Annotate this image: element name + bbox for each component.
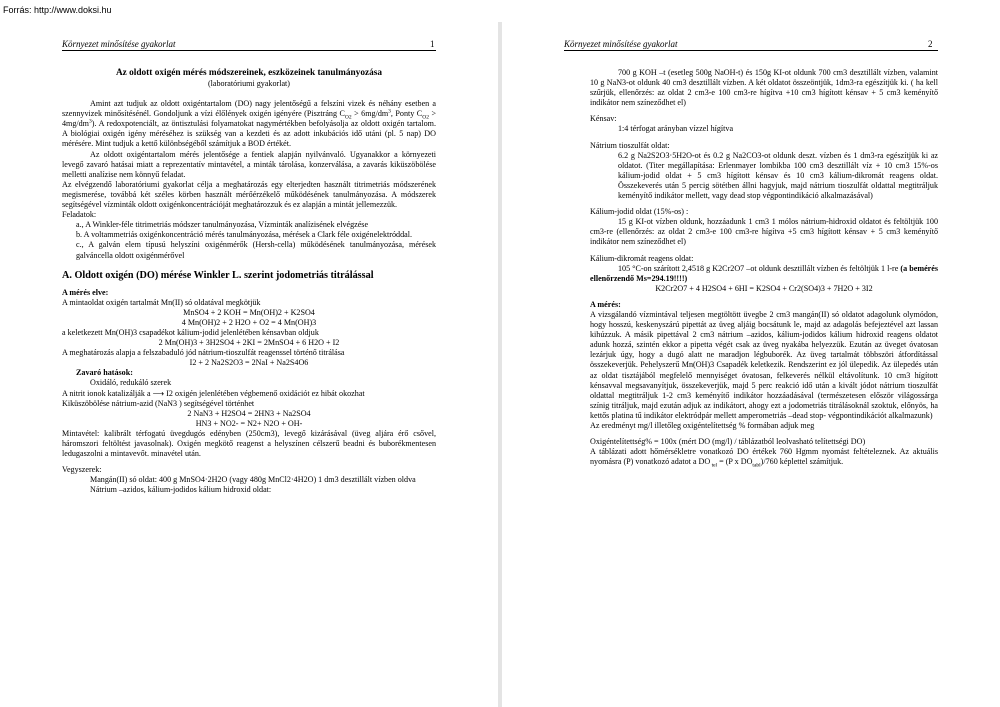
ki-heading: Kálium-jodid oldat (15%-os) : — [590, 207, 689, 217]
document-subtitle: (laboratóriumi gyakorlat) — [207, 79, 291, 88]
interference-line-1: Oxidáló, redukáló szerek — [90, 378, 172, 388]
principle-line-2: a keletkezett Mn(OH)3 csapadékot kálium-jodid jelenlétében kénsavban oldjuk — [62, 327, 319, 337]
paragraph-2: Az oldott oxigéntartalom mérés jelentősége a fentiek alapján nyilvánvaló. Ugyanakkor a környezeti levegő zavaró hatásai miatt a reprezentatív mintavétel, a minták tárolása, konzerválása, a zavarás kiküszöbölése melletti analízise nem könnyű feladat. — [62, 149, 436, 179]
header-title: Környezet minősítése gyakorlat — [62, 39, 176, 49]
reagent-2-body: 700 g KOH –t (esetleg 500g NaOH-t) és 150g KI-ot oldunk 700 cm3 desztillált vízben, valamint 10 g NaN3-ot oldunk 40 cm3 desztillált vízben. A két oldatot összeöntjük, 1dm3-ra egészítjük ki. ( ha kell szűrjük, ellenőrzés: az oldat 2 cm3-e 100 cm3-re hígítva +10 cm3 hígított kénsav + 5 cm3 keményítő indikátor nem színeződhet el) — [590, 68, 938, 108]
task-c: c., A galván elem típusú helyszíni oxigénmérők (Hersh-cella) működésének tanulmányozása, mérések galváncella oldott oxigénmérővel — [76, 240, 436, 260]
header-title-2: Környezet minősítése gyakorlat — [564, 39, 678, 49]
source-text: Forrás: http://www.doksi.hu — [3, 5, 112, 15]
task-b: b. A voltammetriás oxigénkoncentráció mérés tanulmányozása, mérések a Clark féle oxigénelektróddal. — [76, 230, 412, 240]
page-number: 1 — [430, 39, 435, 49]
measurement-result: Az eredményt mg/l illetőleg oxigéntelítettség % formában adjuk meg — [590, 421, 815, 430]
saturation-formula: Oxigéntelítettség% = 100x (mért DO (mg/l) / táblázatból leolvasható telítettségi DO) — [590, 437, 866, 447]
page-1 — [0, 22, 498, 707]
interference-heading: Zavaró hatások: — [76, 368, 133, 378]
dichromate-heading: Kálium-dikromát reagens oldat: — [590, 253, 694, 263]
document-title: Az oldott oxigén mérés módszereinek, eszközeinek tanulmányozása — [115, 68, 383, 78]
equation-3: 2 Mn(OH)3 + 3H2SO4 + 2KI = 2MnSO4 + 6 H2O + I2 — [158, 338, 340, 348]
page-2 — [502, 22, 1000, 707]
equation-5: 2 NaN3 + H2SO4 = 2HN3 + Na2SO4 — [187, 408, 311, 418]
sulfuric-acid-body: 1:4 térfogat arányban vízzel hígítva — [618, 124, 734, 134]
thiosulfate-body: 6.2 g Na2S2O3·5H2O-ot és 0.2 g Na2CO3-ot oldunk deszt. vízben és 1 dm3-ra egészítjük ki az oldatot. (Titer megállapítása: Erlenmayer lombikba 100 cm3 desztillált víz + 10 cm3 15%-os kálium-jodid oldat + 5 cm3 hígított kénsav és 10 cm3 kálium-dikromát reagens oldat. Összekeverés után 5 percig sötétben állni hagyjuk, majd nátrium tioszulfát oldattal megtitráljuk keményítő indikátor mellett, vagy dead stop végpontindikáció alkalmazásával) — [618, 150, 938, 201]
source-bar — [0, 0, 1000, 22]
sampling-paragraph: Mintavétel: kalibrált térfogatú üvegdugós edényben (250cm3), levegő kizárásával (üveg aljára érő csővel, háromszori feltöltést javasolnak). Oxigén megkötő reagenst a helyszínen célszerű beadni és buborékmentesen ledugaszolni a mintavevőt. minavétel után. — [62, 428, 436, 459]
sulfuric-acid-heading: Kénsav: — [590, 114, 617, 124]
pressure-correction: A táblázati adott hőmérsékletre vonatkozó DO értékek 760 Hgmm nyomást feltételeznek. Az aktuális nyomásra (P) vonatkozó adatot a DO $_{tel}$ = (P x $DO_{tabl})/760$ képlettel számítjuk. — [590, 447, 938, 469]
reagent-2: Nátrium –azidos, kálium-jodidos kálium hidroxid oldat: — [90, 485, 272, 495]
page-2-content — [590, 68, 938, 467]
tasks-heading: Feladatok: — [62, 210, 97, 220]
equation-2: 4 Mn(OH)2 + 2 H2O + O2 = 4 Mn(OH)3 — [181, 317, 317, 327]
principle-line-1: A mintaoldat oxigén tartalmát Mn(II) só oldatával megkötjük — [62, 297, 261, 307]
task-a: a., A Winkler-féle titrimetriás módszer tanulmányozása, Vízminták analízisének elvégzése — [76, 220, 369, 230]
intro-paragraph: Amint azt tudjuk az oldott oxigéntartalom (DO) nagy jelentőségű a felszíni vizek és néhány esetben a szennyvizek minősítésénél. Gondoljunk a vízi élőlények oxigén igényére (Pisztráng $C_{O2} > 6mg/dm^3$, Ponty $C_{O2} > 4mg/dm^3$). A redoxpotenciált, az öntisztulási folyamatokat nagymértékben befolyásolja az oldott oxigén tartalom. A biológiai oxigén igény méréséhez is szükség van a kezdeti és az adott inkubációs idő utáni (pl. 5 nap) DO mérésére. Mint tudjuk a kettő különbségéből számítjuk a BOD értékét. — [62, 99, 437, 149]
interference-line-3: Kiküszöbölése nátrium-azid (NaN3 ) segítségével történhet — [62, 398, 255, 408]
dichromate-equation: K2Cr2O7 + 4 H2SO4 + 6HI = K2SO4 + Cr2(SO4)3 + 7H2O + 3I2 — [655, 283, 873, 293]
reagent-1: Mangán(II) só oldat: 400 g MnSO4·2H2O (vagy 480g MnCl2·4H2O) 1 dm3 desztillált vízben oldva — [90, 475, 416, 485]
arrow-icon: ⟶ — [150, 388, 167, 398]
header-rule-2 — [564, 50, 938, 51]
header-rule — [62, 50, 436, 51]
equation-6: HN3 + NO2- = N2+ N2O + OH- — [195, 418, 303, 428]
measurement-body: A vizsgálandó vízmintával teljesen megtöltött üvegbe 2 cm3 mangán(II) só oldatot adagolunk olymódon, hogy hosszú, keskenyszárú pipettát az üveg aljáig bocsátunk le, majd az adagolás befejeztével azt lassan kihúzzuk. A másik pipettával 2 cm3 nátrium –azidos, kálium-jodidos kálium hidroxid reagens oldatot adunk hozzá, szintén ekkor a pipetta végét csak az üveg nyakába helyezzük. Ezután az üveget óvatosan lezárjuk úgy, hogy a dugó alatt ne maradjon légbuborék. Az üveg tartalmát többszöri átfordítással összekeverjük. Pehelyszerű Mn(OH)3 Csapadék keletkezik. Rendszerint ez jól ülepedik. Az ülepedés után az oldat tisztájából megfelelő mennyiséget óvatosan, felkeverés nélkül eltávolítunk. 10 cm3 hígított kénsavval megsavanyítjuk, összekeverjük, majd 5 perc reakció idő után a kivált jódot nátrium tioszulfát oldattal megtitráljuk 1-2 cm3 keményítő indikátor hozzáadásával (természetesen először világossárga színig titráljuk, majd ezután adjuk az indikátort, ahogy ezt a jodometriás titrálásoknál szoktuk, előnyös, ha kettős platina tű indikátor elektródpár mellett amperometriás –dead stop- végpontindikációt alkalmazunk) — [590, 309, 938, 420]
page-1-content — [62, 68, 436, 495]
page-number-2: 2 — [928, 39, 933, 49]
interference-line-2: A nitrit ionok katalizálják a ⟶ I2 oxigén jelenlétében végbemenő oxidációt ez hibát okozhat — [62, 388, 365, 398]
equation-1: MnSO4 + 2 KOH = Mn(OH)2 + K2SO4 — [183, 307, 315, 317]
equation-4: I2 + 2 Na2S2O3 = 2NaI + Na2S4O6 — [189, 358, 309, 368]
dichromate-body: 105 °C-on szárított 2,4518 g K2Cr2O7 –ot oldunk desztillált vízben és feltöltjük 1 l-re (a bemérés ellenőrzendő Ms=294.19!!!!) — [590, 263, 938, 283]
reagents-heading: Vegyszerek: — [62, 465, 102, 475]
section-heading: A. Oldott oxigén (DO) mérése Winkler L. szerint jodometriás titrálással — [62, 269, 374, 281]
principle-line-3: A meghatározás alapja a felszabaduló jód nátrium-tioszulfát reagenssel történő titrálása — [62, 348, 345, 358]
measurement-heading: A mérés: — [590, 299, 621, 309]
paragraph-3: Az elvégzendő laboratóriumi gyakorlat célja a meghatározás egy elterjedten használt titrimetriás módszerének megismerése, továbbá két széles körben használt mérőérzékelő működésének tanulmányozása. A módszerek segítségével vízminták oldott oxigénkoncentrációját meghatározzuk és ez alapján a mintát jellemezzük. — [62, 179, 436, 210]
principle-heading: A mérés elve: — [62, 287, 109, 297]
ki-body: 15 g KI-ot vízben oldunk, hozzáadunk 1 cm3 1 mólos nátrium-hidroxid oldatot és feltöltjük 100 cm3-re (ellenőrzés: az oldat 2 cm3-e 100 cm3-re hígítva +5 cm3 hígított kénsav + 5 cm3 keményítő indikátor nem színeződhet el) — [590, 217, 938, 247]
thiosulfate-heading: Nátrium tioszulfát oldat: — [590, 140, 670, 150]
